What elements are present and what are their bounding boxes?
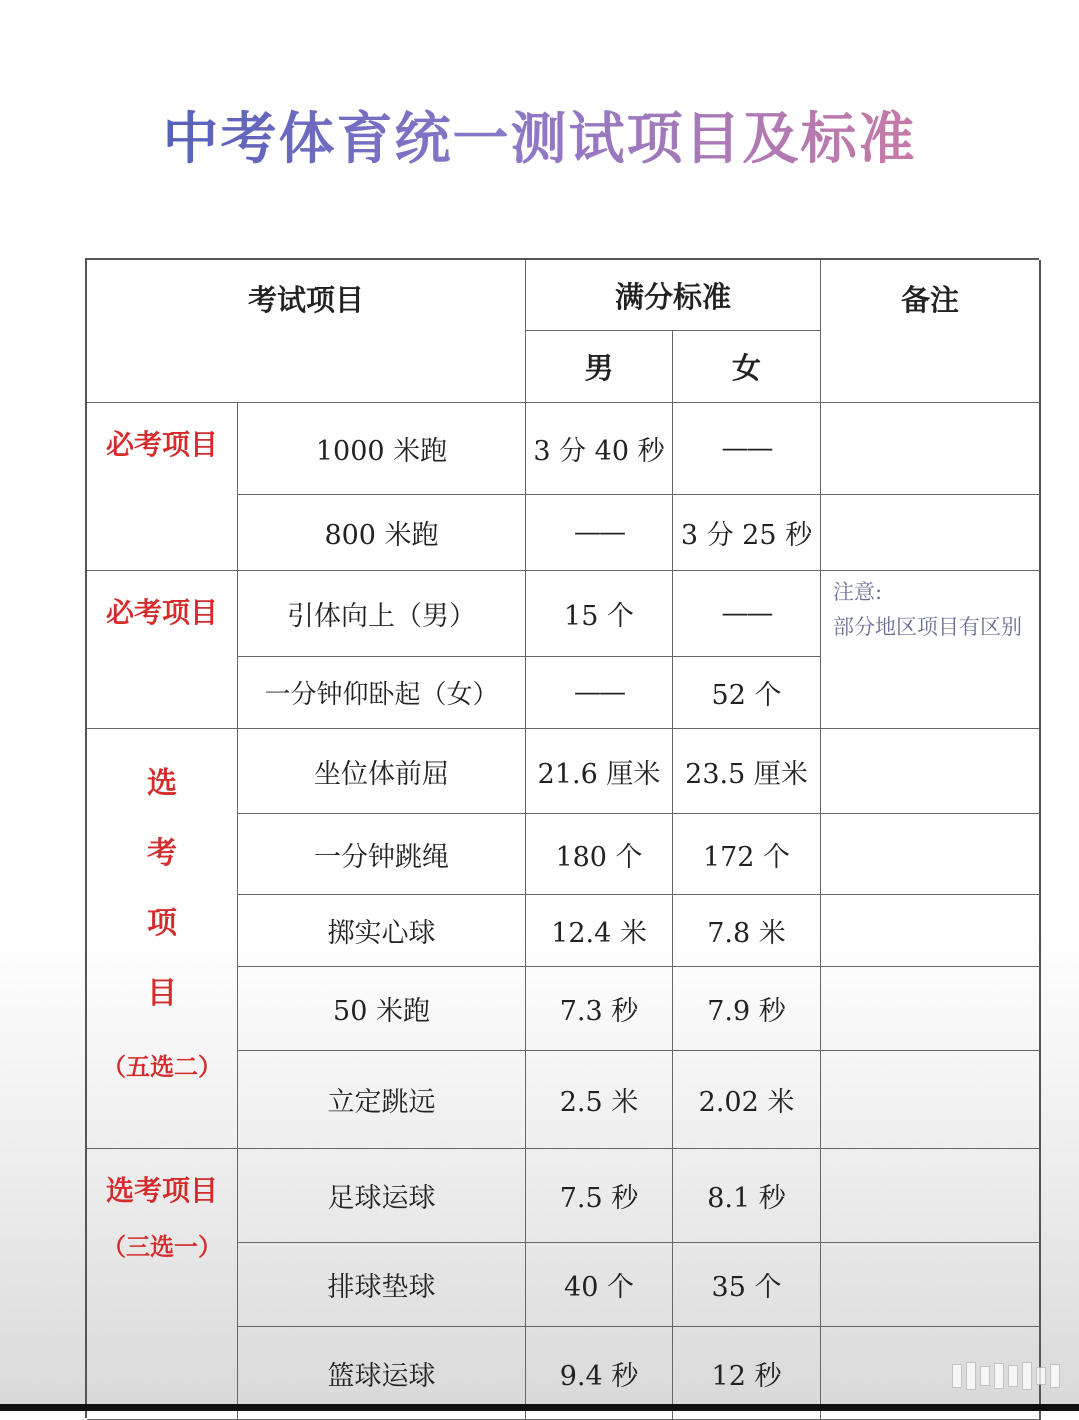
header-male: 男 xyxy=(526,331,673,403)
header-standard: 满分标准 xyxy=(526,260,821,331)
male-standard: 3 分 40 秒 xyxy=(526,403,673,495)
female-standard: 172 个 xyxy=(673,814,821,895)
male-standard: —— xyxy=(526,657,673,729)
category-sub: （三选一） xyxy=(102,1233,222,1261)
category-elective-three xyxy=(87,1149,238,1420)
category-sub: （五选二） xyxy=(102,1053,222,1081)
female-standard: 3 分 25 秒 xyxy=(673,495,821,571)
remark-cell xyxy=(821,1051,1041,1149)
item-cell: 坐位体前屈 xyxy=(238,729,526,814)
female-standard: 7.8 米 xyxy=(673,895,821,967)
remark-cell xyxy=(821,1149,1041,1243)
item-cell: 引体向上（男） xyxy=(238,571,526,657)
remark-cell xyxy=(821,1243,1041,1327)
category-char: 目 xyxy=(147,976,177,1011)
watermark-logo xyxy=(860,1356,1060,1396)
male-standard: 21.6 厘米 xyxy=(526,729,673,814)
item-cell: 50 米跑 xyxy=(238,967,526,1051)
category-required-1 xyxy=(87,403,238,571)
category-required-2 xyxy=(87,571,238,729)
category-label: 必考项目 xyxy=(105,428,218,461)
female-standard: —— xyxy=(673,571,821,657)
category-char: 考 xyxy=(147,836,177,871)
female-standard: 52 个 xyxy=(673,657,821,729)
male-standard: 9.4 秒 xyxy=(526,1327,673,1420)
bottom-edge xyxy=(0,1404,1079,1411)
female-standard: 7.9 秒 xyxy=(673,967,821,1051)
female-standard: 8.1 秒 xyxy=(673,1149,821,1243)
male-standard: 15 个 xyxy=(526,571,673,657)
note-label: 注意: xyxy=(833,580,883,604)
item-cell: 800 米跑 xyxy=(238,495,526,571)
item-cell: 一分钟仰卧起（女） xyxy=(238,657,526,729)
header-female: 女 xyxy=(673,331,821,403)
header-remark: 备注 xyxy=(821,260,1041,403)
male-standard: 7.5 秒 xyxy=(526,1149,673,1243)
remark-cell xyxy=(821,895,1041,967)
remark-cell xyxy=(821,403,1041,495)
male-standard: 40 个 xyxy=(526,1243,673,1327)
male-standard: 2.5 米 xyxy=(526,1051,673,1149)
item-cell: 足球运球 xyxy=(238,1149,526,1243)
female-standard: 35 个 xyxy=(673,1243,821,1327)
remark-cell xyxy=(821,495,1041,571)
male-standard: —— xyxy=(526,495,673,571)
page-title: 中考体育统一测试项目及标准 xyxy=(162,107,917,172)
female-standard: 2.02 米 xyxy=(673,1051,821,1149)
remark-cell xyxy=(821,967,1041,1051)
standards-table xyxy=(85,258,1039,1418)
male-standard: 180 个 xyxy=(526,814,673,895)
female-standard: —— xyxy=(673,403,821,495)
male-standard: 12.4 米 xyxy=(526,895,673,967)
category-char: 选 xyxy=(147,766,177,801)
note-text: 部分地区项目有区别 xyxy=(833,615,1022,639)
category-label: 必考项目 xyxy=(105,596,218,629)
female-standard: 12 秒 xyxy=(673,1327,821,1420)
remark-cell xyxy=(821,729,1041,814)
header-item: 考试项目 xyxy=(87,260,526,403)
item-cell: 1000 米跑 xyxy=(238,403,526,495)
item-cell: 一分钟跳绳 xyxy=(238,814,526,895)
category-label: 选考项目 xyxy=(105,1174,218,1207)
item-cell: 掷实心球 xyxy=(238,895,526,967)
male-standard: 7.3 秒 xyxy=(526,967,673,1051)
item-cell: 排球垫球 xyxy=(238,1243,526,1327)
item-cell: 篮球运球 xyxy=(238,1327,526,1420)
female-standard: 23.5 厘米 xyxy=(673,729,821,814)
category-char: 项 xyxy=(147,906,177,941)
item-cell: 立定跳远 xyxy=(238,1051,526,1149)
category-elective-five xyxy=(87,729,238,1149)
remark-cell xyxy=(821,814,1041,895)
remark-note xyxy=(821,571,1041,729)
